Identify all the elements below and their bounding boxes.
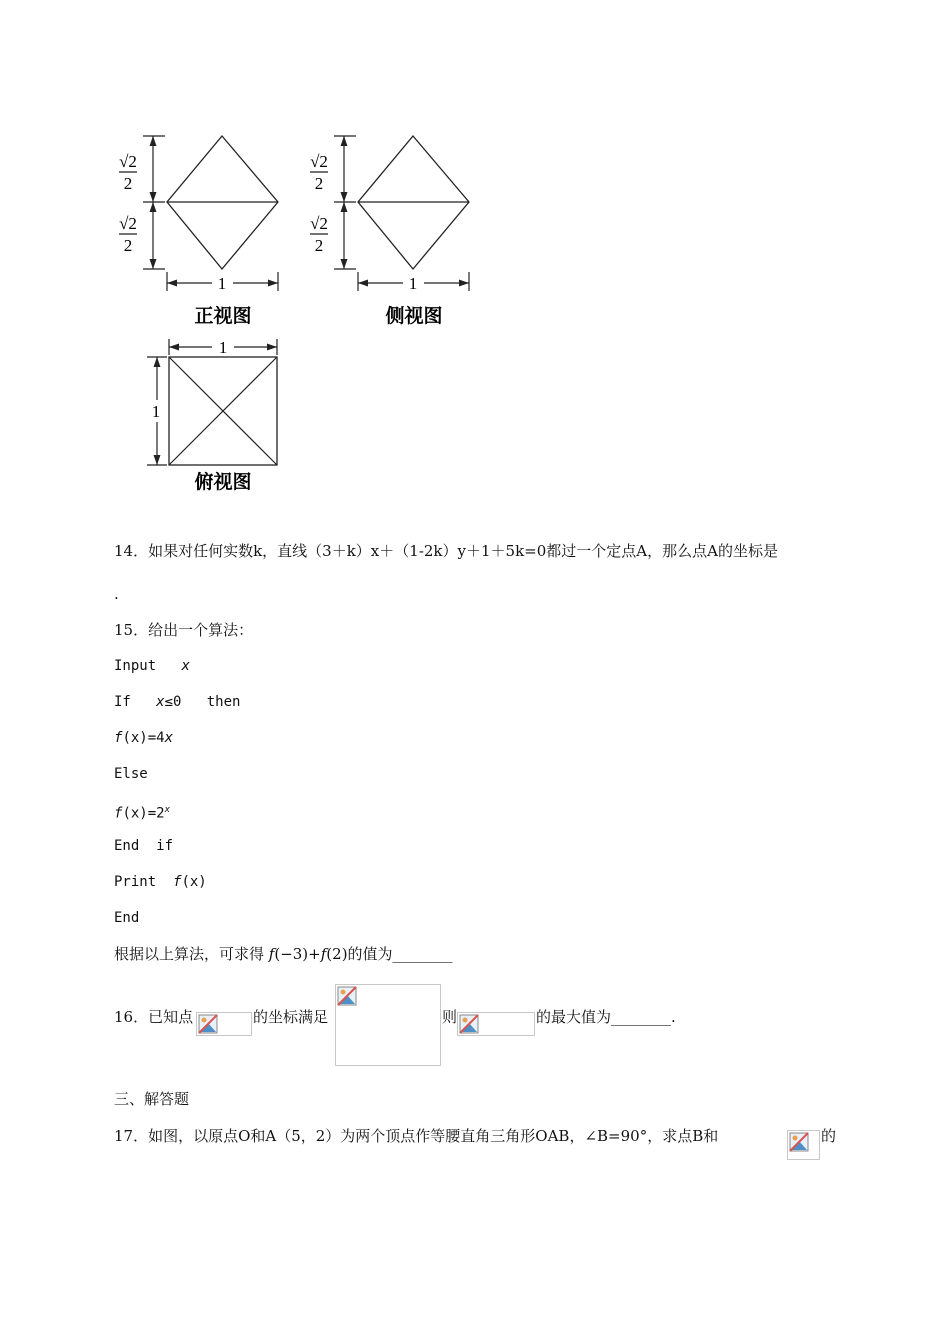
- q15-blank: ________: [392, 945, 453, 963]
- f-name: f: [114, 730, 123, 746]
- broken-image-icon: [789, 1132, 809, 1152]
- top-view-caption: 俯视图: [194, 472, 252, 493]
- broken-image-expression: [457, 1012, 535, 1036]
- code-line-f2: [114, 800, 170, 824]
- q16-part2: 的坐标满足: [253, 1008, 329, 1026]
- print-f: f: [173, 874, 182, 890]
- three-view-figure: [0, 0, 520, 510]
- top-width-label: 1: [218, 338, 228, 357]
- f-assign-1: =4: [147, 730, 165, 746]
- q15-f2: f: [320, 945, 327, 963]
- front-lower-num: √2: [119, 214, 137, 233]
- q16-part4: [536, 1007, 676, 1027]
- broken-image-point: [196, 1012, 252, 1036]
- print-arg: (x): [181, 874, 207, 890]
- front-lower-den: 2: [123, 236, 133, 255]
- q16-end: .: [671, 1008, 676, 1026]
- top-height-label: 1: [151, 402, 161, 421]
- side-upper-den: 2: [314, 174, 324, 193]
- code-line-f1: [114, 728, 173, 748]
- code-line-print: [114, 872, 207, 892]
- input-keyword: Input: [114, 658, 157, 674]
- f-exponent: x: [164, 805, 171, 815]
- question-15-ask: [114, 944, 453, 964]
- input-variable: x: [181, 658, 190, 674]
- side-width-label: 1: [408, 274, 418, 293]
- if-condition-var: x: [156, 694, 165, 710]
- code-line-input: [114, 656, 190, 676]
- q16-blank: ________: [611, 1008, 672, 1026]
- side-upper-num: √2: [310, 152, 328, 171]
- q17-part2: 的: [821, 1127, 837, 1145]
- code-line-if: [114, 692, 240, 712]
- f-arg: (x): [122, 730, 148, 746]
- front-upper-den: 2: [123, 174, 133, 193]
- side-lower-den: 2: [314, 236, 324, 255]
- side-lower-num: √2: [310, 214, 328, 233]
- code-line-else: Else: [114, 766, 148, 782]
- question-14: 14．如果对任何实数k，直线（3＋k）x＋（1-2k）y＋1＋5k=0都过一个定点A，那么点A的坐标是: [114, 542, 778, 560]
- print-keyword: Print: [114, 874, 157, 890]
- if-keyword: If: [114, 694, 131, 710]
- code-line-end: End: [114, 910, 140, 926]
- q16-part4-text: 的最大值为: [536, 1008, 612, 1026]
- broken-image-icon: [337, 986, 357, 1006]
- top-view: [147, 338, 277, 493]
- if-condition: ≤0: [164, 694, 182, 710]
- front-upper-num: √2: [119, 152, 137, 171]
- q15-f1: f: [268, 945, 275, 963]
- front-width-label: 1: [217, 274, 227, 293]
- then-keyword: then: [206, 694, 241, 710]
- q15-ask-pre: 根据以上算法，可求得: [114, 945, 269, 963]
- broken-image-icon: [459, 1014, 479, 1034]
- q16-part1: 16．已知点: [114, 1008, 194, 1026]
- f-name: f: [114, 805, 123, 822]
- f-arg: (x): [122, 805, 148, 822]
- q17-part1: 17．如图，以原点O和A（5，2）为两个顶点作等腰直角三角形OAB，∠B=90°，求点B和: [114, 1127, 719, 1145]
- f-var: x: [164, 730, 174, 746]
- broken-image-constraints: [335, 984, 441, 1066]
- side-view: [310, 136, 469, 327]
- front-view-caption: 正视图: [194, 306, 252, 327]
- code-line-endif: End if: [114, 838, 174, 854]
- question-15-title: 15．给出一个算法：: [114, 621, 254, 639]
- broken-image-icon: [198, 1014, 218, 1034]
- front-view: [119, 136, 278, 327]
- q15-arg2: (2)的值为: [326, 945, 393, 963]
- section-3-title: 三、解答题: [114, 1090, 190, 1108]
- q16-part3: 则: [442, 1008, 458, 1026]
- side-view-caption: 侧视图: [385, 306, 443, 327]
- q15-arg1: (−3)+: [274, 945, 321, 963]
- f-assign-2: =2: [147, 805, 165, 822]
- broken-image-q17: [787, 1130, 820, 1160]
- question-14-tail: .: [114, 585, 119, 603]
